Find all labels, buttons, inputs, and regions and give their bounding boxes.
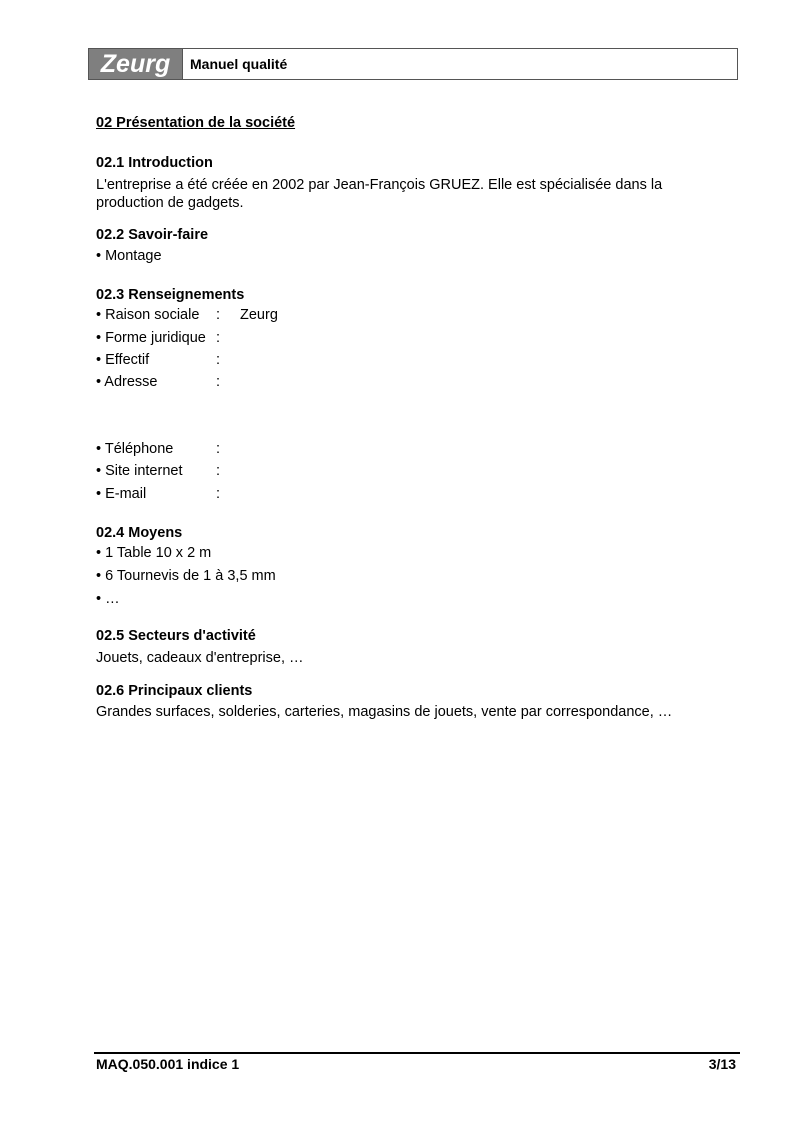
info-label: • Adresse — [96, 374, 158, 390]
document-title: Manuel qualité — [190, 56, 288, 72]
moyens-item: • 6 Tournevis de 1 à 3,5 mm — [96, 568, 276, 584]
clients-text: Grandes surfaces, solderies, carteries, magasins de jouets, vente par correspondance, … — [96, 704, 673, 720]
introduction-text: L'entreprise a été créée en 2002 par Jean-François GRUEZ. Elle est spécialisée dans la production de gadgets. — [96, 177, 663, 211]
renseignements-heading: 02.3 Renseignements — [96, 287, 245, 303]
info-colon: : — [216, 374, 221, 390]
introduction-heading: 02.1 Introduction — [96, 155, 213, 171]
secteurs-text: Jouets, cadeaux d'entreprise, … — [96, 650, 304, 666]
info-colon: : — [216, 463, 221, 479]
moyens-heading: 02.4 Moyens — [96, 525, 183, 541]
page-number: 3/13 — [708, 1056, 736, 1072]
moyens-item: • 1 Table 10 x 2 m — [96, 545, 212, 561]
info-colon: : — [216, 441, 221, 457]
info-label: • E-mail — [96, 486, 147, 502]
info-label: • Forme juridique — [96, 330, 206, 346]
info-label: • Site internet — [96, 463, 183, 479]
secteurs-heading: 02.5 Secteurs d'activité — [96, 628, 256, 644]
clients-heading: 02.6 Principaux clients — [96, 683, 253, 699]
info-colon: : — [216, 330, 221, 346]
info-label: • Effectif — [96, 352, 150, 368]
info-label: • Téléphone — [96, 441, 174, 457]
section-title: 02 Présentation de la société — [96, 115, 296, 131]
document-reference: MAQ.050.001 indice 1 — [96, 1056, 240, 1072]
info-colon: : — [216, 307, 221, 323]
info-value: Zeurg — [240, 307, 278, 323]
info-colon: : — [216, 486, 221, 502]
savoir-faire-item: • Montage — [96, 248, 162, 264]
savoir-faire-heading: 02.2 Savoir-faire — [96, 227, 209, 243]
company-logo: Zeurg — [89, 49, 183, 79]
info-colon: : — [216, 352, 221, 368]
info-label: • Raison sociale — [96, 307, 200, 323]
document-header — [88, 48, 738, 80]
footer-divider — [94, 1052, 740, 1054]
moyens-item: • … — [96, 591, 120, 607]
